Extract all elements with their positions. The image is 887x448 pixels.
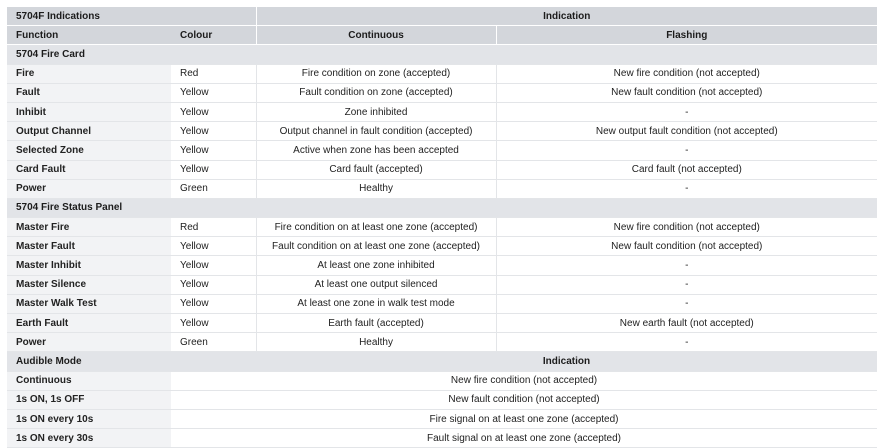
flashing-cell: - <box>496 179 877 198</box>
flashing-cell: - <box>496 256 877 275</box>
function-cell: Master Fire <box>7 218 171 237</box>
colour-cell: Yellow <box>171 294 256 313</box>
continuous-cell: Fire condition on at least one zone (accepted) <box>256 218 496 237</box>
colour-cell: Yellow <box>171 275 256 294</box>
column-header-row <box>7 26 877 45</box>
table-row <box>7 333 877 352</box>
table-row <box>7 294 877 313</box>
continuous-cell: Active when zone has been accepted <box>256 141 496 160</box>
function-cell: Master Walk Test <box>7 294 171 313</box>
column-header-continuous: Continuous <box>256 26 496 45</box>
table-row <box>7 237 877 256</box>
colour-cell: Green <box>171 179 256 198</box>
continuous-cell: Output channel in fault condition (accepted) <box>256 122 496 141</box>
table-row <box>7 275 877 294</box>
flashing-cell: New fire condition (not accepted) <box>496 218 877 237</box>
audible-indication-header: Indication <box>256 352 877 371</box>
section-title: 5704 Fire Card <box>7 45 877 64</box>
audible-indication-cell: Fault signal on at least one zone (accepted) <box>171 429 877 448</box>
audible-mode-cell: 1s ON, 1s OFF <box>7 390 171 409</box>
function-cell: Master Fault <box>7 237 171 256</box>
continuous-cell: Zone inhibited <box>256 102 496 121</box>
flashing-cell: - <box>496 333 877 352</box>
continuous-cell: Fault condition on zone (accepted) <box>256 83 496 102</box>
flashing-cell: New fault condition (not accepted) <box>496 237 877 256</box>
table-row <box>7 218 877 237</box>
table-row <box>7 409 877 428</box>
colour-cell: Yellow <box>171 237 256 256</box>
colour-cell: Yellow <box>171 83 256 102</box>
flashing-cell: - <box>496 275 877 294</box>
colour-cell: Yellow <box>171 122 256 141</box>
table-row <box>7 314 877 333</box>
function-cell: Earth Fault <box>7 314 171 333</box>
flashing-cell: - <box>496 102 877 121</box>
function-cell: Power <box>7 333 171 352</box>
flashing-cell: New fault condition (not accepted) <box>496 83 877 102</box>
function-cell: Master Inhibit <box>7 256 171 275</box>
function-cell: Master Silence <box>7 275 171 294</box>
table-title: 5704F Indications <box>7 7 256 26</box>
table-title-row <box>7 7 877 26</box>
flashing-cell: - <box>496 141 877 160</box>
table-row <box>7 390 877 409</box>
table-row <box>7 256 877 275</box>
audible-indication-cell: New fault condition (not accepted) <box>171 390 877 409</box>
flashing-cell: Card fault (not accepted) <box>496 160 877 179</box>
colour-cell: Green <box>171 333 256 352</box>
function-cell: Inhibit <box>7 102 171 121</box>
section-header-status-panel <box>7 198 877 217</box>
function-cell: Fault <box>7 83 171 102</box>
flashing-cell: New earth fault (not accepted) <box>496 314 877 333</box>
continuous-cell: At least one zone inhibited <box>256 256 496 275</box>
continuous-cell: Earth fault (accepted) <box>256 314 496 333</box>
section-header-audible-mode <box>7 352 877 371</box>
table-row <box>7 160 877 179</box>
audible-indication-cell: New fire condition (not accepted) <box>171 371 877 390</box>
indications-table <box>7 7 877 448</box>
function-cell: Selected Zone <box>7 141 171 160</box>
table-row <box>7 83 877 102</box>
colour-cell: Yellow <box>171 256 256 275</box>
audible-indication-cell: Fire signal on at least one zone (accepted) <box>171 409 877 428</box>
section-title: 5704 Fire Status Panel <box>7 198 877 217</box>
column-header-colour: Colour <box>171 26 256 45</box>
table-row <box>7 179 877 198</box>
table-row <box>7 429 877 448</box>
continuous-cell: At least one output silenced <box>256 275 496 294</box>
continuous-cell: Healthy <box>256 179 496 198</box>
audible-mode-header: Audible Mode <box>7 352 256 371</box>
function-cell: Fire <box>7 64 171 83</box>
indications-table-container <box>7 7 879 448</box>
colour-cell: Yellow <box>171 314 256 333</box>
function-cell: Power <box>7 179 171 198</box>
continuous-cell: Card fault (accepted) <box>256 160 496 179</box>
function-cell: Output Channel <box>7 122 171 141</box>
column-header-flashing: Flashing <box>496 26 877 45</box>
continuous-cell: Fire condition on zone (accepted) <box>256 64 496 83</box>
table-row <box>7 64 877 83</box>
column-header-function: Function <box>7 26 171 45</box>
flashing-cell: - <box>496 294 877 313</box>
continuous-cell: Healthy <box>256 333 496 352</box>
audible-mode-cell: 1s ON every 30s <box>7 429 171 448</box>
flashing-cell: New fire condition (not accepted) <box>496 64 877 83</box>
table-row <box>7 102 877 121</box>
table-row <box>7 371 877 390</box>
table-row <box>7 122 877 141</box>
audible-mode-cell: 1s ON every 10s <box>7 409 171 428</box>
continuous-cell: At least one zone in walk test mode <box>256 294 496 313</box>
flashing-cell: New output fault condition (not accepted) <box>496 122 877 141</box>
function-cell: Card Fault <box>7 160 171 179</box>
colour-cell: Yellow <box>171 141 256 160</box>
colour-cell: Red <box>171 218 256 237</box>
table-row <box>7 141 877 160</box>
indication-header: Indication <box>256 7 877 26</box>
colour-cell: Yellow <box>171 102 256 121</box>
audible-mode-cell: Continuous <box>7 371 171 390</box>
continuous-cell: Fault condition on at least one zone (accepted) <box>256 237 496 256</box>
colour-cell: Red <box>171 64 256 83</box>
colour-cell: Yellow <box>171 160 256 179</box>
section-header-fire-card <box>7 45 877 64</box>
